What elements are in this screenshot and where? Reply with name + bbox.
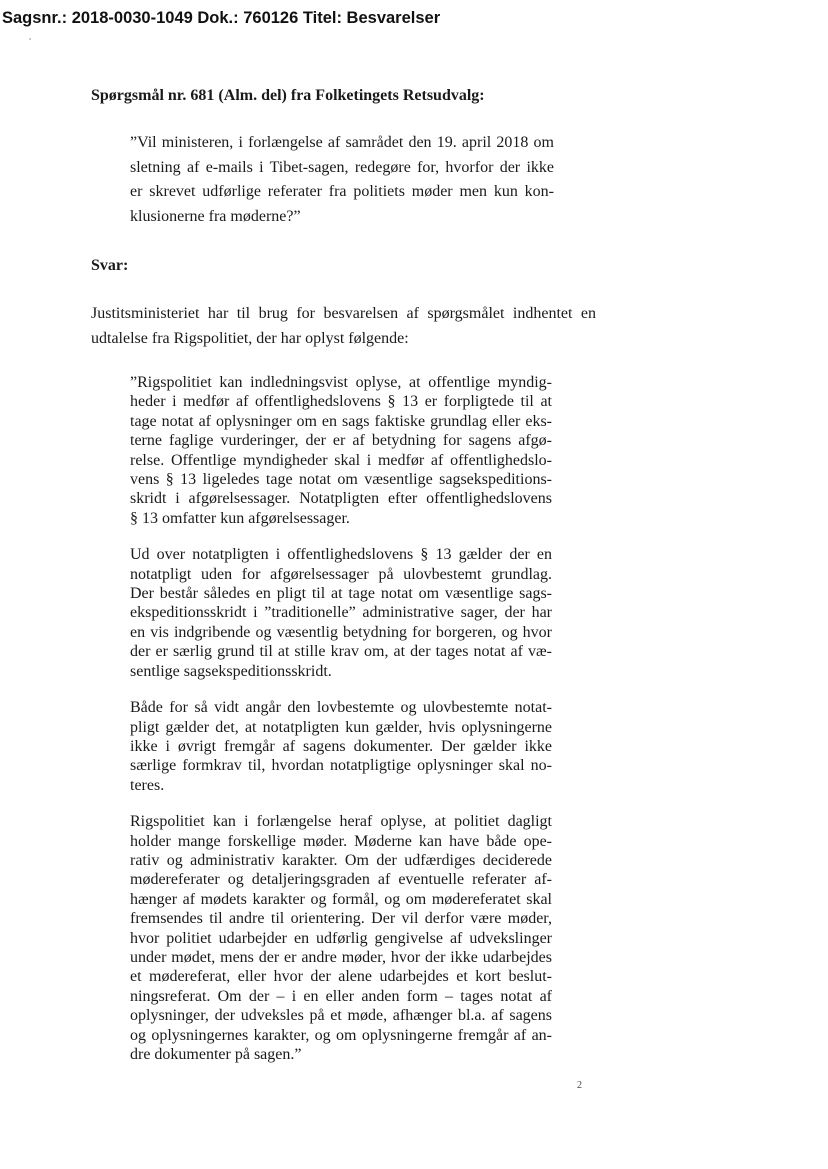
answer-heading: Svar: bbox=[91, 257, 129, 274]
statement-paragraph-formkrav bbox=[130, 698, 552, 795]
intro-line: Justitsministeriet har til brug for besvarelsen af spørgsmålet indhentet en bbox=[91, 305, 596, 322]
statement-line: pligt gælder det, at notatpligten kun gælder, hvis oplysningerne bbox=[130, 718, 552, 736]
statement-line: en vis indgribende og væsentlig betydning for borgeren, og hvor bbox=[130, 623, 552, 641]
statement-line: Rigspolitiet kan i forlængelse heraf oplyse, at politiet dagligt bbox=[130, 813, 552, 831]
statement-line: der er særlig grund til at stille krav om, at der tages notat af væ- bbox=[130, 643, 552, 661]
question-heading: Spørgsmål nr. 681 (Alm. del) fra Folketingets Retsudvalg: bbox=[91, 87, 485, 104]
statement-paragraph-notatpligt bbox=[130, 373, 552, 528]
question-quote bbox=[130, 131, 554, 229]
statement-line: og oplysningernes karakter, og om oplysningerne fremgår af an- bbox=[130, 1026, 552, 1044]
statement-line: under mødet, mens der er andre møder, hvor der ikke udarbejdes bbox=[130, 948, 552, 966]
statement-line: Ud over notatpligten i offentlighedslovens § 13 gælder der en bbox=[130, 546, 552, 564]
statement-line: Både for så vidt angår den lovbestemte og ulovbestemte notat- bbox=[130, 699, 552, 717]
statement-line: rativ og administrativ karakter. Om der udfærdiges deciderede bbox=[130, 851, 552, 869]
statement-paragraph-moeder bbox=[130, 812, 552, 1064]
statement-paragraph-ulovbestemt bbox=[130, 545, 552, 681]
statement-line: vens § 13 ligeledes tage notat om væsentlige sagsekspeditions- bbox=[130, 471, 552, 489]
statement-line: teres. bbox=[130, 776, 165, 794]
statement-line: heder i medfør af offentlighedslovens § 13 er forpligtede til at bbox=[130, 393, 552, 411]
statement-line: Der består således en pligt til at tage notat om væsentlige sags- bbox=[130, 585, 552, 603]
statement-line: hvor politiet udarbejder en udførlig gengivelse af udvekslinger bbox=[130, 929, 552, 947]
statement-line: terne faglige vurderinger, der er af betydning for sagens afgø- bbox=[130, 432, 552, 450]
quote-line: klusionerne fra møderne?” bbox=[130, 207, 301, 225]
case-header: Sagsnr.: 2018-0030-1049 Dok.: 760126 Titel: Besvarelser bbox=[2, 9, 441, 27]
police-statement bbox=[130, 373, 552, 1081]
statement-line: særlige formkrav til, hvordan notatpligtige oplysninger skal no- bbox=[130, 757, 552, 775]
quote-line: ”Vil ministeren, i forlængelse af samrådet den 19. april 2018 om bbox=[130, 134, 554, 151]
statement-line: sentlige sagsekspeditionsskridt. bbox=[130, 662, 332, 680]
statement-line: skridt i afgørelsessager. Notatpligten efter offentlighedslovens bbox=[130, 490, 552, 508]
intro-line: udtalelse fra Rigspolitiet, der har oplyst følgende: bbox=[91, 330, 409, 347]
statement-line: et mødereferat, eller hvor der alene udarbejdes et kort beslut- bbox=[130, 968, 552, 986]
statement-line: fremsendes til andre til orientering. Der vil derfor være møder, bbox=[130, 910, 552, 928]
statement-line: ningsreferat. Om der – i en eller anden form – tages notat af bbox=[130, 987, 552, 1005]
statement-line: ikke i øvrigt fremgår af sagens dokumenter. Der gælder ikke bbox=[130, 737, 552, 755]
statement-line: oplysninger, der udveksles på et møde, afhænger bl.a. af sagens bbox=[130, 1007, 552, 1025]
statement-line: ”Rigspolitiet kan indledningsvist oplyse, at offentlige myndig- bbox=[130, 374, 552, 391]
answer-intro bbox=[91, 301, 596, 351]
page-number: 2 bbox=[577, 1080, 582, 1091]
statement-line: hænger af mødets karakter og formål, og om mødereferatet skal bbox=[130, 890, 552, 908]
quote-line: sletning af e-mails i Tibet-sagen, redegøre for, hvorfor der ikke bbox=[130, 158, 554, 176]
statement-line: dre dokumenter på sagen.” bbox=[130, 1046, 302, 1063]
scan-speck bbox=[29, 38, 31, 40]
statement-line: notatpligt uden for afgørelsessager på ulovbestemt grundlag. bbox=[130, 565, 552, 583]
statement-line: relse. Offentlige myndigheder skal i medfør af offentlighedslo- bbox=[130, 451, 552, 469]
statement-line: mødereferater og detaljeringsgraden af eventuelle referater af- bbox=[130, 871, 552, 889]
statement-line: ekspeditionsskridt i ”traditionelle” administrative sager, der har bbox=[130, 604, 552, 622]
statement-line: holder mange forskellige møder. Møderne kan have både ope- bbox=[130, 832, 552, 850]
statement-line: § 13 omfatter kun afgørelsessager. bbox=[130, 509, 350, 527]
statement-line: tage notat af oplysninger om en sags faktiske grundlag eller eks- bbox=[130, 412, 552, 430]
quote-line: er skrevet udførlige referater fra politiets møder men kun kon- bbox=[130, 183, 554, 200]
